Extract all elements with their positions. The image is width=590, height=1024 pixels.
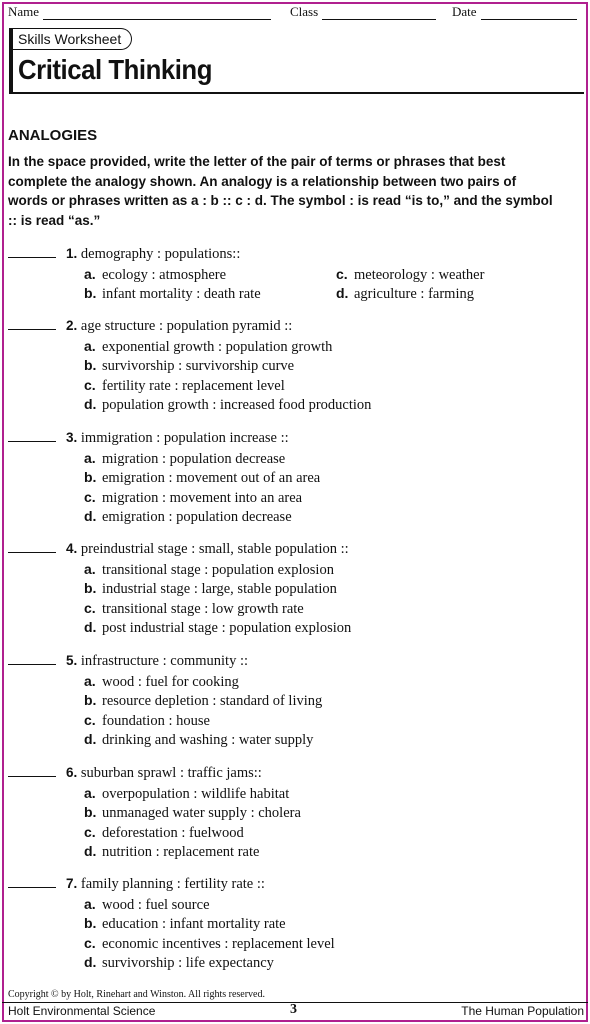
worksheet-type-label: Skills Worksheet (12, 28, 132, 50)
class-label: Class (290, 4, 319, 19)
question-prompt: demography : populations:: (80, 246, 241, 262)
question-number: 1. (66, 246, 78, 261)
option-text: transitional stage : low growth rate (102, 600, 304, 617)
option-text: emigration : movement out of an area (102, 470, 321, 486)
option-letter: c. (84, 711, 96, 728)
option-text: ecology : atmosphere (102, 266, 227, 283)
option-a (84, 896, 210, 914)
option-b (84, 915, 286, 933)
answer-blank[interactable] (8, 653, 56, 665)
option-text: wood : fuel source (102, 896, 210, 913)
option-letter: b. (84, 915, 97, 931)
option-text: fertility rate : replacement level (102, 377, 285, 394)
option-letter: c. (84, 823, 96, 840)
option-letter: c. (84, 599, 96, 616)
option-text: education : infant mortality rate (102, 916, 286, 932)
option-text: survivorship : survivorship curve (102, 358, 295, 374)
option-letter: a. (84, 449, 96, 466)
option-letter: c. (84, 376, 96, 393)
option-d (84, 843, 259, 861)
option-text: drinking and washing : water supply (102, 732, 314, 748)
option-b (84, 357, 294, 375)
answer-blank[interactable] (8, 876, 56, 888)
option-c (84, 935, 335, 953)
date-field[interactable] (452, 4, 577, 20)
question-line (8, 318, 292, 335)
option-letter: d. (84, 619, 97, 635)
option-letter: d. (84, 843, 97, 859)
page-number: 3 (290, 1002, 297, 1017)
option-letter: d. (84, 508, 97, 524)
option-text: wood : fuel for cooking (102, 673, 239, 690)
answer-blank[interactable] (8, 246, 56, 258)
option-b (84, 804, 301, 822)
option-text: foundation : house (102, 712, 210, 729)
answer-blank[interactable] (8, 318, 56, 330)
option-letter: a. (84, 560, 96, 577)
option-letter: c. (84, 934, 96, 951)
option-letter: a. (84, 265, 96, 282)
instructions: In the space provided, write the letter of the pair of terms or phrases that best complete the analogy shown. An analogy is a relationship between two pairs of words or phrases written as a : b :: c : d. The symbol : is read “is to,” and the symbol :: is read “as.” (8, 154, 553, 228)
class-field[interactable] (290, 4, 436, 20)
option-letter: d. (336, 285, 349, 301)
copyright: Copyright © by Holt, Rinehart and Winston. All rights reserved. (8, 989, 265, 1000)
option-text: resource depletion : standard of living (102, 693, 323, 709)
option-letter: b. (84, 285, 97, 301)
option-letter: b. (84, 804, 97, 820)
option-d (336, 285, 474, 303)
date-label: Date (452, 4, 477, 19)
option-text: population growth : increased food production (102, 397, 372, 413)
option-b (84, 285, 261, 303)
option-a (84, 450, 285, 468)
option-b (84, 469, 320, 487)
question-prompt: preindustrial stage : small, stable population :: (80, 541, 349, 557)
option-c (84, 489, 302, 507)
option-letter: b. (84, 580, 97, 596)
name-label: Name (8, 4, 40, 19)
question-number: 2. (66, 318, 78, 333)
question-line (8, 876, 265, 893)
answer-blank[interactable] (8, 430, 56, 442)
name-field[interactable] (8, 4, 271, 20)
option-text: post industrial stage : population explosion (102, 620, 352, 636)
option-c (84, 824, 244, 842)
answer-blank[interactable] (8, 765, 56, 777)
question-number: 6. (66, 765, 78, 780)
option-letter: b. (84, 692, 97, 708)
chapter-title: The Human Population (461, 1004, 584, 1018)
option-a (84, 561, 334, 579)
question-number: 5. (66, 653, 78, 668)
option-letter: d. (84, 396, 97, 412)
option-letter: d. (84, 731, 97, 747)
option-letter: a. (84, 337, 96, 354)
option-text: migration : movement into an area (102, 489, 303, 506)
option-b (84, 580, 337, 598)
question-line (8, 653, 248, 670)
option-letter: a. (84, 784, 96, 801)
option-letter: b. (84, 357, 97, 373)
option-text: nutrition : replacement rate (102, 844, 260, 860)
option-d (84, 508, 292, 526)
page-title: Critical Thinking (18, 54, 212, 85)
option-c (84, 712, 210, 730)
question-prompt: age structure : population pyramid :: (80, 318, 293, 334)
option-text: transitional stage : population explosion (102, 561, 334, 578)
question-prompt: infrastructure : community :: (80, 653, 249, 669)
option-c (84, 600, 304, 618)
option-text: survivorship : life expectancy (102, 955, 274, 971)
option-d (84, 954, 274, 972)
answer-blank[interactable] (8, 541, 56, 553)
question-prompt: suburban sprawl : traffic jams:: (80, 765, 262, 781)
option-d (84, 619, 351, 637)
option-text: exponential growth : population growth (102, 338, 333, 355)
title-rule (9, 92, 584, 94)
option-letter: a. (84, 672, 96, 689)
option-text: agriculture : farming (354, 286, 474, 302)
option-text: deforestation : fuelwood (102, 824, 244, 841)
option-c (336, 266, 484, 284)
question-line (8, 765, 262, 782)
option-letter: a. (84, 895, 96, 912)
option-d (84, 731, 313, 749)
option-d (84, 396, 371, 414)
option-a (84, 785, 289, 803)
option-a (84, 266, 226, 284)
option-text: economic incentives : replacement level (102, 935, 335, 952)
option-text: overpopulation : wildlife habitat (102, 785, 290, 802)
option-text: unmanaged water supply : cholera (102, 805, 301, 821)
question-line (8, 430, 289, 447)
option-c (84, 377, 285, 395)
option-text: meteorology : weather (354, 266, 485, 283)
header-fields (8, 2, 584, 20)
question-number: 7. (66, 876, 78, 891)
question-number: 4. (66, 541, 78, 556)
question-number: 3. (66, 430, 78, 445)
question-line (8, 246, 240, 263)
question-prompt: family planning : fertility rate :: (80, 876, 265, 892)
option-letter: d. (84, 954, 97, 970)
option-letter: b. (84, 469, 97, 485)
question-line (8, 541, 349, 558)
option-text: emigration : population decrease (102, 509, 292, 525)
option-letter: c. (336, 265, 348, 282)
option-text: migration : population decrease (102, 450, 286, 467)
book-title: Holt Environmental Science (8, 1004, 156, 1018)
option-letter: c. (84, 488, 96, 505)
option-text: infant mortality : death rate (102, 286, 261, 302)
section-heading: ANALOGIES (8, 127, 98, 144)
option-text: industrial stage : large, stable population (102, 581, 337, 597)
question-prompt: immigration : population increase :: (80, 430, 289, 446)
option-b (84, 692, 322, 710)
option-a (84, 673, 239, 691)
option-a (84, 338, 332, 356)
